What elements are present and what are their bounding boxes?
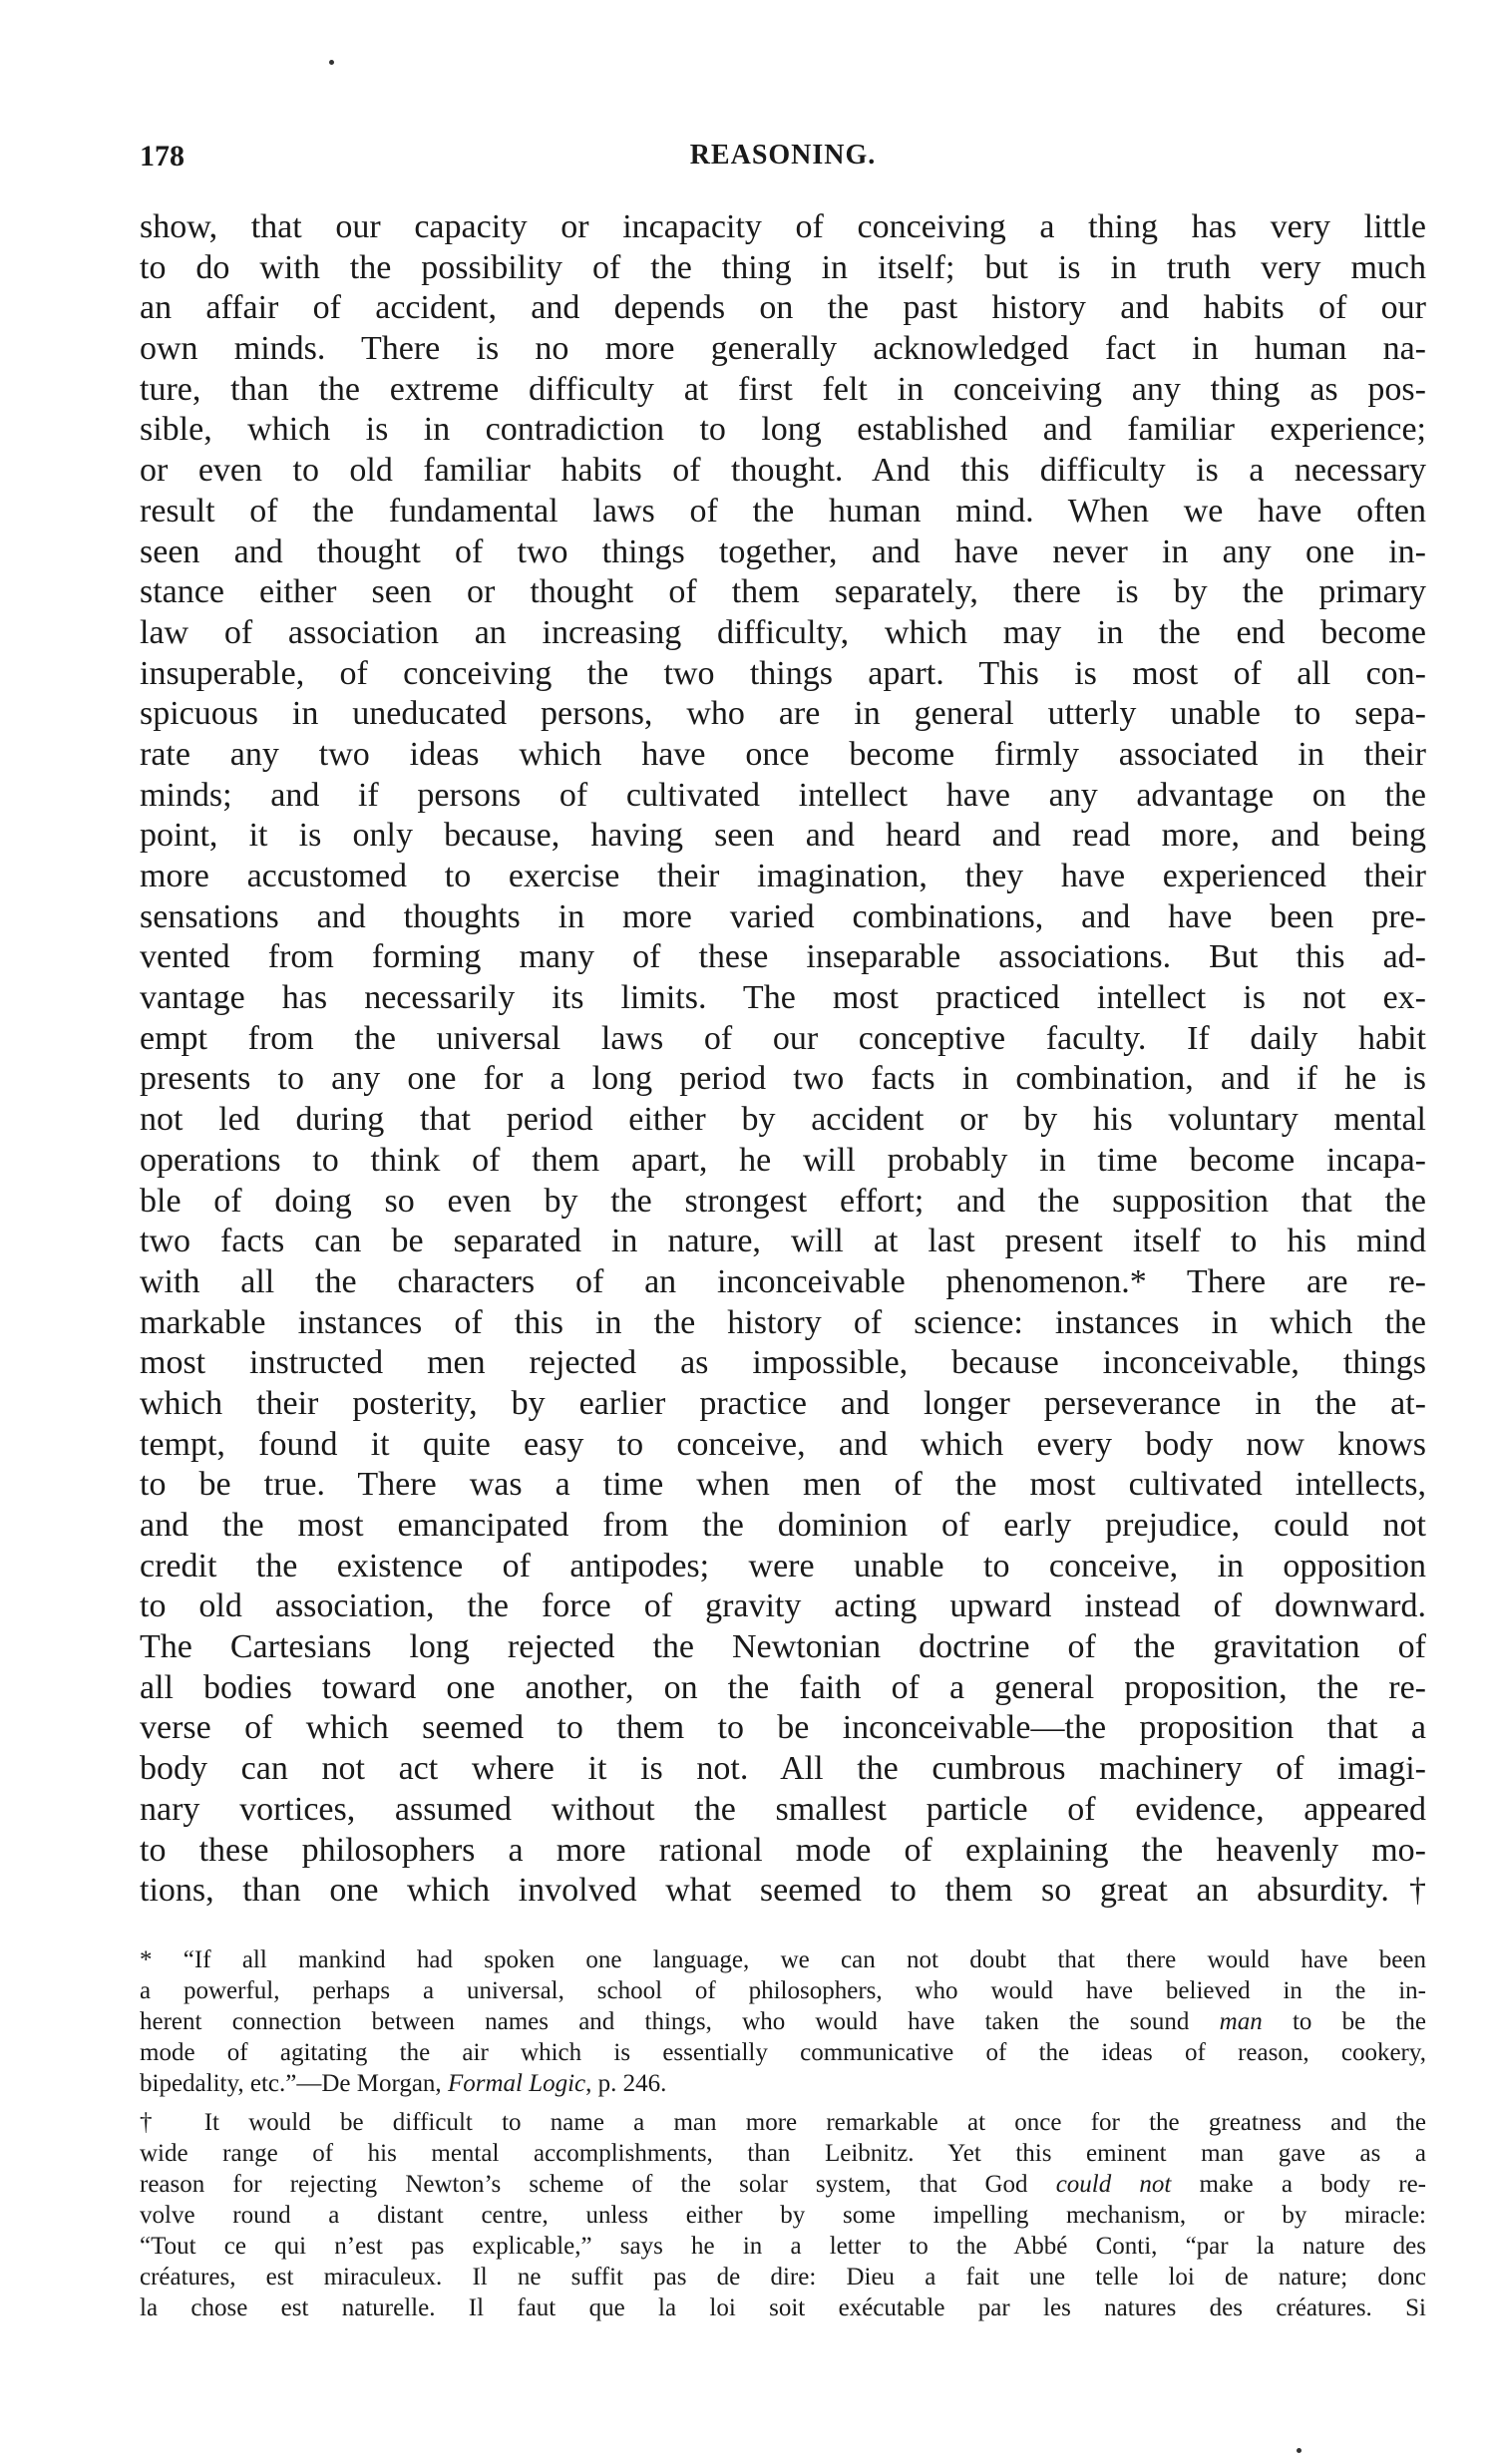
footnote-leibnitz [140,2107,1426,2323]
body-line: tions, than one which involved what seemed to them so great an absurdity.† [140,1872,1426,1910]
body-line: own minds. There is no more generally acknowledged fact in human na- [140,330,1426,368]
body-line: tempt, found it quite easy to conceive, and which every body now knows [140,1425,1426,1463]
footnote-text: to be the [1262,2008,1427,2035]
print-speck [329,60,334,65]
body-line: result of the fundamental laws of the human mind. When we have often [140,492,1426,529]
footnotes [140,1944,1426,2323]
body-line: sible, which is in contradiction to long established and familiar experience; [140,411,1426,449]
body-line: which their posterity, by earlier practice and longer perseverance in the at- [140,1384,1426,1422]
body-line: or even to old familiar habits of thought. And this difficulty is a necessary [140,452,1426,490]
body-line: minds; and if persons of cultivated intellect have any advantage on the [140,776,1426,814]
body-line: body can not act where it is not. All the cumbrous machinery of imagi- [140,1750,1426,1788]
body-line: all bodies toward one another, on the faith of a general proposition, the re- [140,1668,1426,1706]
footnote-line: créatures, est miraculeux. Il ne suffit pas de dire: Dieu a fait une telle loi de nature; donc [140,2264,1426,2290]
body-line: The Cartesians long rejected the Newtonian doctrine of the gravitation of [140,1628,1426,1666]
body-line: verse of which seemed to them to be inconceivable—the proposition that a [140,1709,1426,1747]
footnote-line: mode of agitating the air which is essentially communicative of the ideas of reason, cookery, [140,2039,1426,2066]
footnote-line [140,2006,1426,2037]
body-line: not led during that period either by accident or by his voluntary mental [140,1101,1426,1139]
book-title: Formal Logic [447,2070,586,2097]
body-line: an affair of accident, and depends on the past history and habits of our [140,289,1426,327]
footnote-line: volve round a distant centre, unless either by some impelling mechanism, or by miracle: [140,2202,1426,2229]
italic-word: man [1219,2008,1263,2035]
footnote-text: herent connection between names and things, who would have taken the sound [140,2008,1220,2035]
footnote-line [140,2068,1426,2099]
body-line: ture, than the extreme difficulty at first felt in conceiving any thing as pos- [140,370,1426,408]
body-line: credit the existence of antipodes; were unable to conceive, in opposition [140,1547,1426,1584]
footnote-text: reason for rejecting Newton’s scheme of the solar system, that God [140,2171,1056,2198]
body-line: law of association an increasing difficulty, which may in the end become [140,613,1426,651]
footnote-line: † It would be difficult to name a man more remarkable at once for the greatness and the [140,2109,1426,2136]
footnote-text: bipedality, etc.”—De Morgan, [140,2070,448,2097]
footnote-de-morgan [140,1944,1426,2099]
body-line: vantage has necessarily its limits. The most practiced intellect is not ex- [140,979,1426,1017]
footnote-gap [140,2099,1426,2107]
running-head: REASONING. [689,140,877,171]
body-line: empt from the universal laws of our conceptive faculty. If daily habit [140,1019,1426,1057]
body-line: rate any two ideas which have once become firmly associated in their [140,735,1426,773]
footnote-line [140,2169,1426,2200]
italic-phrase: could not [1055,2171,1172,2198]
page-reference: , p. 246. [585,2070,667,2097]
footnote-line: wide range of his mental accomplishments, than Leibnitz. Yet this eminent man gave as a [140,2140,1426,2167]
body-line: more accustomed to exercise their imagination, they have experienced their [140,858,1426,894]
footnote-text: make a body re- [1171,2171,1426,2198]
body-line: presents to any one for a long period two facts in combination, and if he is [140,1060,1426,1098]
body-line: markable instances of this in the history of science: instances in which the [140,1303,1426,1341]
footnote-line: “Tout ce qui n’est pas explicable,” says he in a letter to the Abbé Conti, “par la nature des [140,2233,1426,2260]
body-line: point, it is only because, having seen and heard and read more, and being [140,817,1426,855]
body-line: stance either seen or thought of them separately, there is by the primary [140,573,1426,611]
body-line: to be true. There was a time when men of the most cultivated intellects, [140,1466,1426,1504]
footnote-line: la chose est naturelle. Il faut que la loi soit exécutable par les natures des créatures. Si [140,2294,1426,2321]
body-line: show, that our capacity or incapacity of conceiving a thing has very little [140,208,1426,245]
body-line: seen and thought of two things together, and have never in any one in- [140,532,1426,570]
footnote-line: * “If all mankind had spoken one language, we can not doubt that there would have been [140,1946,1426,1973]
print-speck [1297,2448,1302,2453]
body-line: to old association, the force of gravity acting upward instead of downward. [140,1587,1426,1625]
body-line: vented from forming many of these inseparable associations. But this ad- [140,938,1426,976]
body-line: most instructed men rejected as impossible, because inconceivable, things [140,1344,1426,1382]
footnote-line: a powerful, perhaps a universal, school of philosophers, who would have believed in the in- [140,1977,1426,2004]
body-line: insuperable, of conceiving the two things apart. This is most of all con- [140,654,1426,692]
body-text [140,207,1426,1912]
body-line: with all the characters of an inconceivable phenomenon.* There are re- [140,1262,1426,1300]
page-number: 178 [140,140,185,173]
body-line: two facts can be separated in nature, will at last present itself to his mind [140,1223,1426,1260]
body-line: operations to think of them apart, he will probably in time become incapa- [140,1141,1426,1179]
body-line: nary vortices, assumed without the smallest particle of evidence, appeared [140,1790,1426,1828]
body-line: and the most emancipated from the dominion of early prejudice, could not [140,1507,1426,1544]
body-line: to do with the possibility of the thing in itself; but is in truth very much [140,248,1426,286]
body-line: spicuous in uneducated persons, who are in general utterly unable to sepa- [140,695,1426,733]
body-line: to these philosophers a more rational mode of explaining the heavenly mo- [140,1831,1426,1869]
body-line: sensations and thoughts in more varied combinations, and have been pre- [140,897,1426,935]
body-line: ble of doing so even by the strongest effort; and the supposition that the [140,1182,1426,1220]
page-header [140,140,1426,179]
